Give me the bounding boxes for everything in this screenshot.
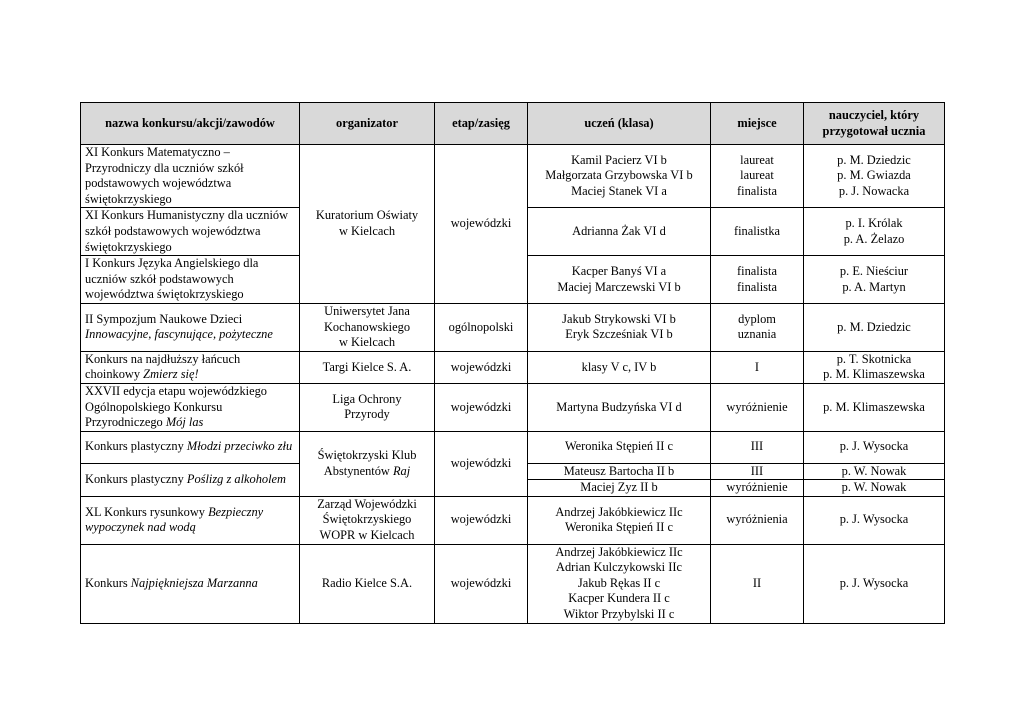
place-line: laureat: [740, 152, 774, 167]
competition-name: XI Konkurs Humanistyczny dla uczniów szkół podstawowych województwa świętokrzyskiego: [81, 208, 300, 256]
student-line: Małgorzata Grzybowska VI b: [545, 168, 693, 183]
table-row: [81, 303, 945, 351]
place-line: finalista: [737, 279, 777, 294]
organizer-cell: Targi Kielce S. A.: [300, 351, 435, 383]
stage-cell: wojewódzki: [435, 496, 528, 544]
competition-name: [81, 544, 300, 623]
teacher-cell: [804, 208, 945, 256]
table-row: [81, 496, 945, 544]
competition-name: XI Konkurs Matematyczno – Przyrodniczy dla uczniów szkół podstawowych województwa świętokrzyskiego: [81, 145, 300, 208]
place-line: dyplom: [738, 311, 776, 326]
organizer-cell: [300, 431, 435, 496]
table-row: [81, 351, 945, 383]
place-cell: III: [711, 463, 804, 480]
place-line: finalista: [737, 183, 777, 198]
place-line: finalista: [737, 263, 777, 278]
student-cell: [528, 256, 711, 304]
student-line: Jakub Strykowski VI b: [562, 311, 676, 326]
competition-name: I Konkurs Języka Angielskiego dla uczniów szkół podstawowych województwa świętokrzyskiego: [81, 256, 300, 304]
name-italic: Innowacyjne, fascynujące, pożyteczne: [85, 327, 273, 342]
competition-name: [81, 496, 300, 544]
name-plain: XXVII edycja etapu wojewódzkiego Ogólnopolskiego Konkursu Przyrodniczego: [85, 383, 268, 430]
place-cell: wyróżnienie: [711, 383, 804, 431]
stage-cell: wojewódzki: [435, 383, 528, 431]
organizer-line: Kochanowskiego: [323, 319, 411, 334]
teacher-cell: p. J. Wysocka: [804, 544, 945, 623]
teacher-line: p. M. Klimaszewska: [823, 367, 925, 382]
place-cell: III: [711, 431, 804, 463]
organizer-line: Przyrody: [344, 407, 390, 422]
student-line: Kacper Kundera II c: [568, 591, 670, 606]
teacher-cell: p. W. Nowak: [804, 463, 945, 480]
header-organizer: organizator: [300, 103, 435, 145]
header-student: uczeń (klasa): [528, 103, 711, 145]
competitions-table: [80, 102, 945, 624]
name-plain: Konkurs plastyczny: [85, 471, 187, 486]
organizer-line: Kuratorium Oświaty: [315, 208, 419, 223]
header-name: nazwa konkursu/akcji/zawodów: [81, 103, 300, 145]
student-line: Maciej Stanek VI a: [571, 183, 667, 198]
place-cell: II: [711, 544, 804, 623]
student-cell: Adrianna Żak VI d: [528, 208, 711, 256]
student-line: Kacper Banyś VI a: [571, 263, 667, 278]
place-cell: wyróżnienie: [711, 480, 804, 497]
stage-cell: wojewódzki: [435, 145, 528, 304]
teacher-line: p. E. Nieściur: [839, 263, 909, 278]
student-cell: [528, 145, 711, 208]
name-italic: Mój las: [165, 415, 204, 430]
table-row: [81, 145, 945, 208]
name-italic: Zmierz się!: [143, 367, 199, 382]
organizer-line: w Kielcach: [338, 335, 396, 350]
student-line: Weronika Stępień II c: [564, 520, 674, 535]
organizer-line: w Kielcach: [338, 223, 396, 238]
student-cell: [528, 496, 711, 544]
place-cell: [711, 303, 804, 351]
name-plain: Konkurs: [85, 575, 131, 590]
student-line: Kamil Pacierz VI b: [571, 152, 667, 167]
organizer-cell: [300, 303, 435, 351]
teacher-cell: p. M. Dziedzic: [804, 303, 945, 351]
teacher-line: p. A. Martyn: [842, 279, 906, 294]
student-cell: [528, 303, 711, 351]
place-cell: [711, 145, 804, 208]
student-line: Andrzej Jakóbkiewicz IIc: [555, 504, 683, 519]
teacher-cell: p. M. Klimaszewska: [804, 383, 945, 431]
competition-name: [81, 351, 300, 383]
competition-name: [81, 463, 300, 496]
teacher-line: p. M. Dziedzic: [837, 152, 911, 167]
name-plain: Konkurs plastyczny: [85, 439, 187, 454]
student-cell: Mateusz Bartocha II b: [528, 463, 711, 480]
name-italic: Najpiękniejsza Marzanna: [130, 575, 258, 590]
teacher-line: p. T. Skotnicka: [836, 351, 912, 366]
table-row: [81, 544, 945, 623]
place-cell: wyróżnienia: [711, 496, 804, 544]
organizer-line: Liga Ochrony: [332, 391, 402, 406]
place-cell: I: [711, 351, 804, 383]
header-teacher: nauczyciel, który przygotował ucznia: [804, 103, 945, 145]
teacher-cell: p. W. Nowak: [804, 480, 945, 497]
organizer-line: Świętokrzyskiego: [322, 512, 412, 527]
teacher-cell: p. J. Wysocka: [804, 431, 945, 463]
teacher-line: p. M. Gwiazda: [837, 168, 911, 183]
student-line: Wiktor Przybylski II c: [563, 607, 675, 622]
place-cell: finalistka: [711, 208, 804, 256]
organizer-cell: [300, 383, 435, 431]
student-line: Maciej Marczewski VI b: [557, 279, 681, 294]
name-plain: Konkurs na najdłuższy łańcuch choinkowy: [85, 351, 241, 382]
table-row: [81, 383, 945, 431]
student-cell: Maciej Zyz II b: [528, 480, 711, 497]
organizer-line: Zarząd Wojewódzki: [317, 496, 417, 511]
place-cell: [711, 256, 804, 304]
name-plain: II Sympozjum Naukowe Dzieci: [85, 311, 243, 326]
place-line: uznania: [737, 327, 777, 342]
name-italic: Bezpieczny wypoczynek nad wodą: [85, 504, 264, 535]
student-line: Jakub Rękas II c: [577, 575, 661, 590]
table-header-row: [81, 103, 945, 145]
table-row: [81, 431, 945, 463]
name-plain: XL Konkurs rysunkowy: [85, 504, 209, 519]
student-line: Eryk Szcześniak VI b: [565, 327, 673, 342]
stage-cell: ogólnopolski: [435, 303, 528, 351]
stage-cell: wojewódzki: [435, 431, 528, 496]
stage-cell: wojewódzki: [435, 351, 528, 383]
name-italic: Młodzi przeciwko złu: [186, 439, 293, 454]
teacher-cell: [804, 256, 945, 304]
competition-name: [81, 303, 300, 351]
name-italic: Poślizg z alkoholem: [186, 471, 286, 486]
organizer-line: Świętokrzyski Klub: [317, 448, 417, 463]
stage-cell: wojewódzki: [435, 544, 528, 623]
teacher-line: p. J. Nowacka: [838, 183, 910, 198]
organizer-line: Uniwersytet Jana: [324, 303, 410, 318]
student-cell: [528, 544, 711, 623]
organizer-cell: Radio Kielce S.A.: [300, 544, 435, 623]
competition-name: [81, 431, 300, 463]
student-cell: klasy V c, IV b: [528, 351, 711, 383]
teacher-cell: [804, 145, 945, 208]
organizer-cell: [300, 496, 435, 544]
place-line: laureat: [740, 168, 774, 183]
organizer-line: WOPR w Kielcach: [319, 528, 415, 543]
student-line: Andrzej Jakóbkiewicz IIc: [555, 544, 683, 559]
teacher-line: p. I. Królak: [845, 216, 903, 231]
teacher-line: p. A. Żelazo: [843, 231, 905, 246]
competition-name: [81, 383, 300, 431]
student-cell: Weronika Stępień II c: [528, 431, 711, 463]
organizer-italic: Raj: [392, 463, 411, 478]
organizer-cell: [300, 145, 435, 304]
teacher-cell: p. J. Wysocka: [804, 496, 945, 544]
teacher-cell: [804, 351, 945, 383]
organizer-line: [304, 464, 430, 480]
student-cell: Martyna Budzyńska VI d: [528, 383, 711, 431]
header-place: miejsce: [711, 103, 804, 145]
organizer-plain: Abstynentów: [323, 463, 393, 478]
header-stage: etap/zasięg: [435, 103, 528, 145]
student-line: Adrian Kulczykowski IIc: [556, 560, 682, 575]
